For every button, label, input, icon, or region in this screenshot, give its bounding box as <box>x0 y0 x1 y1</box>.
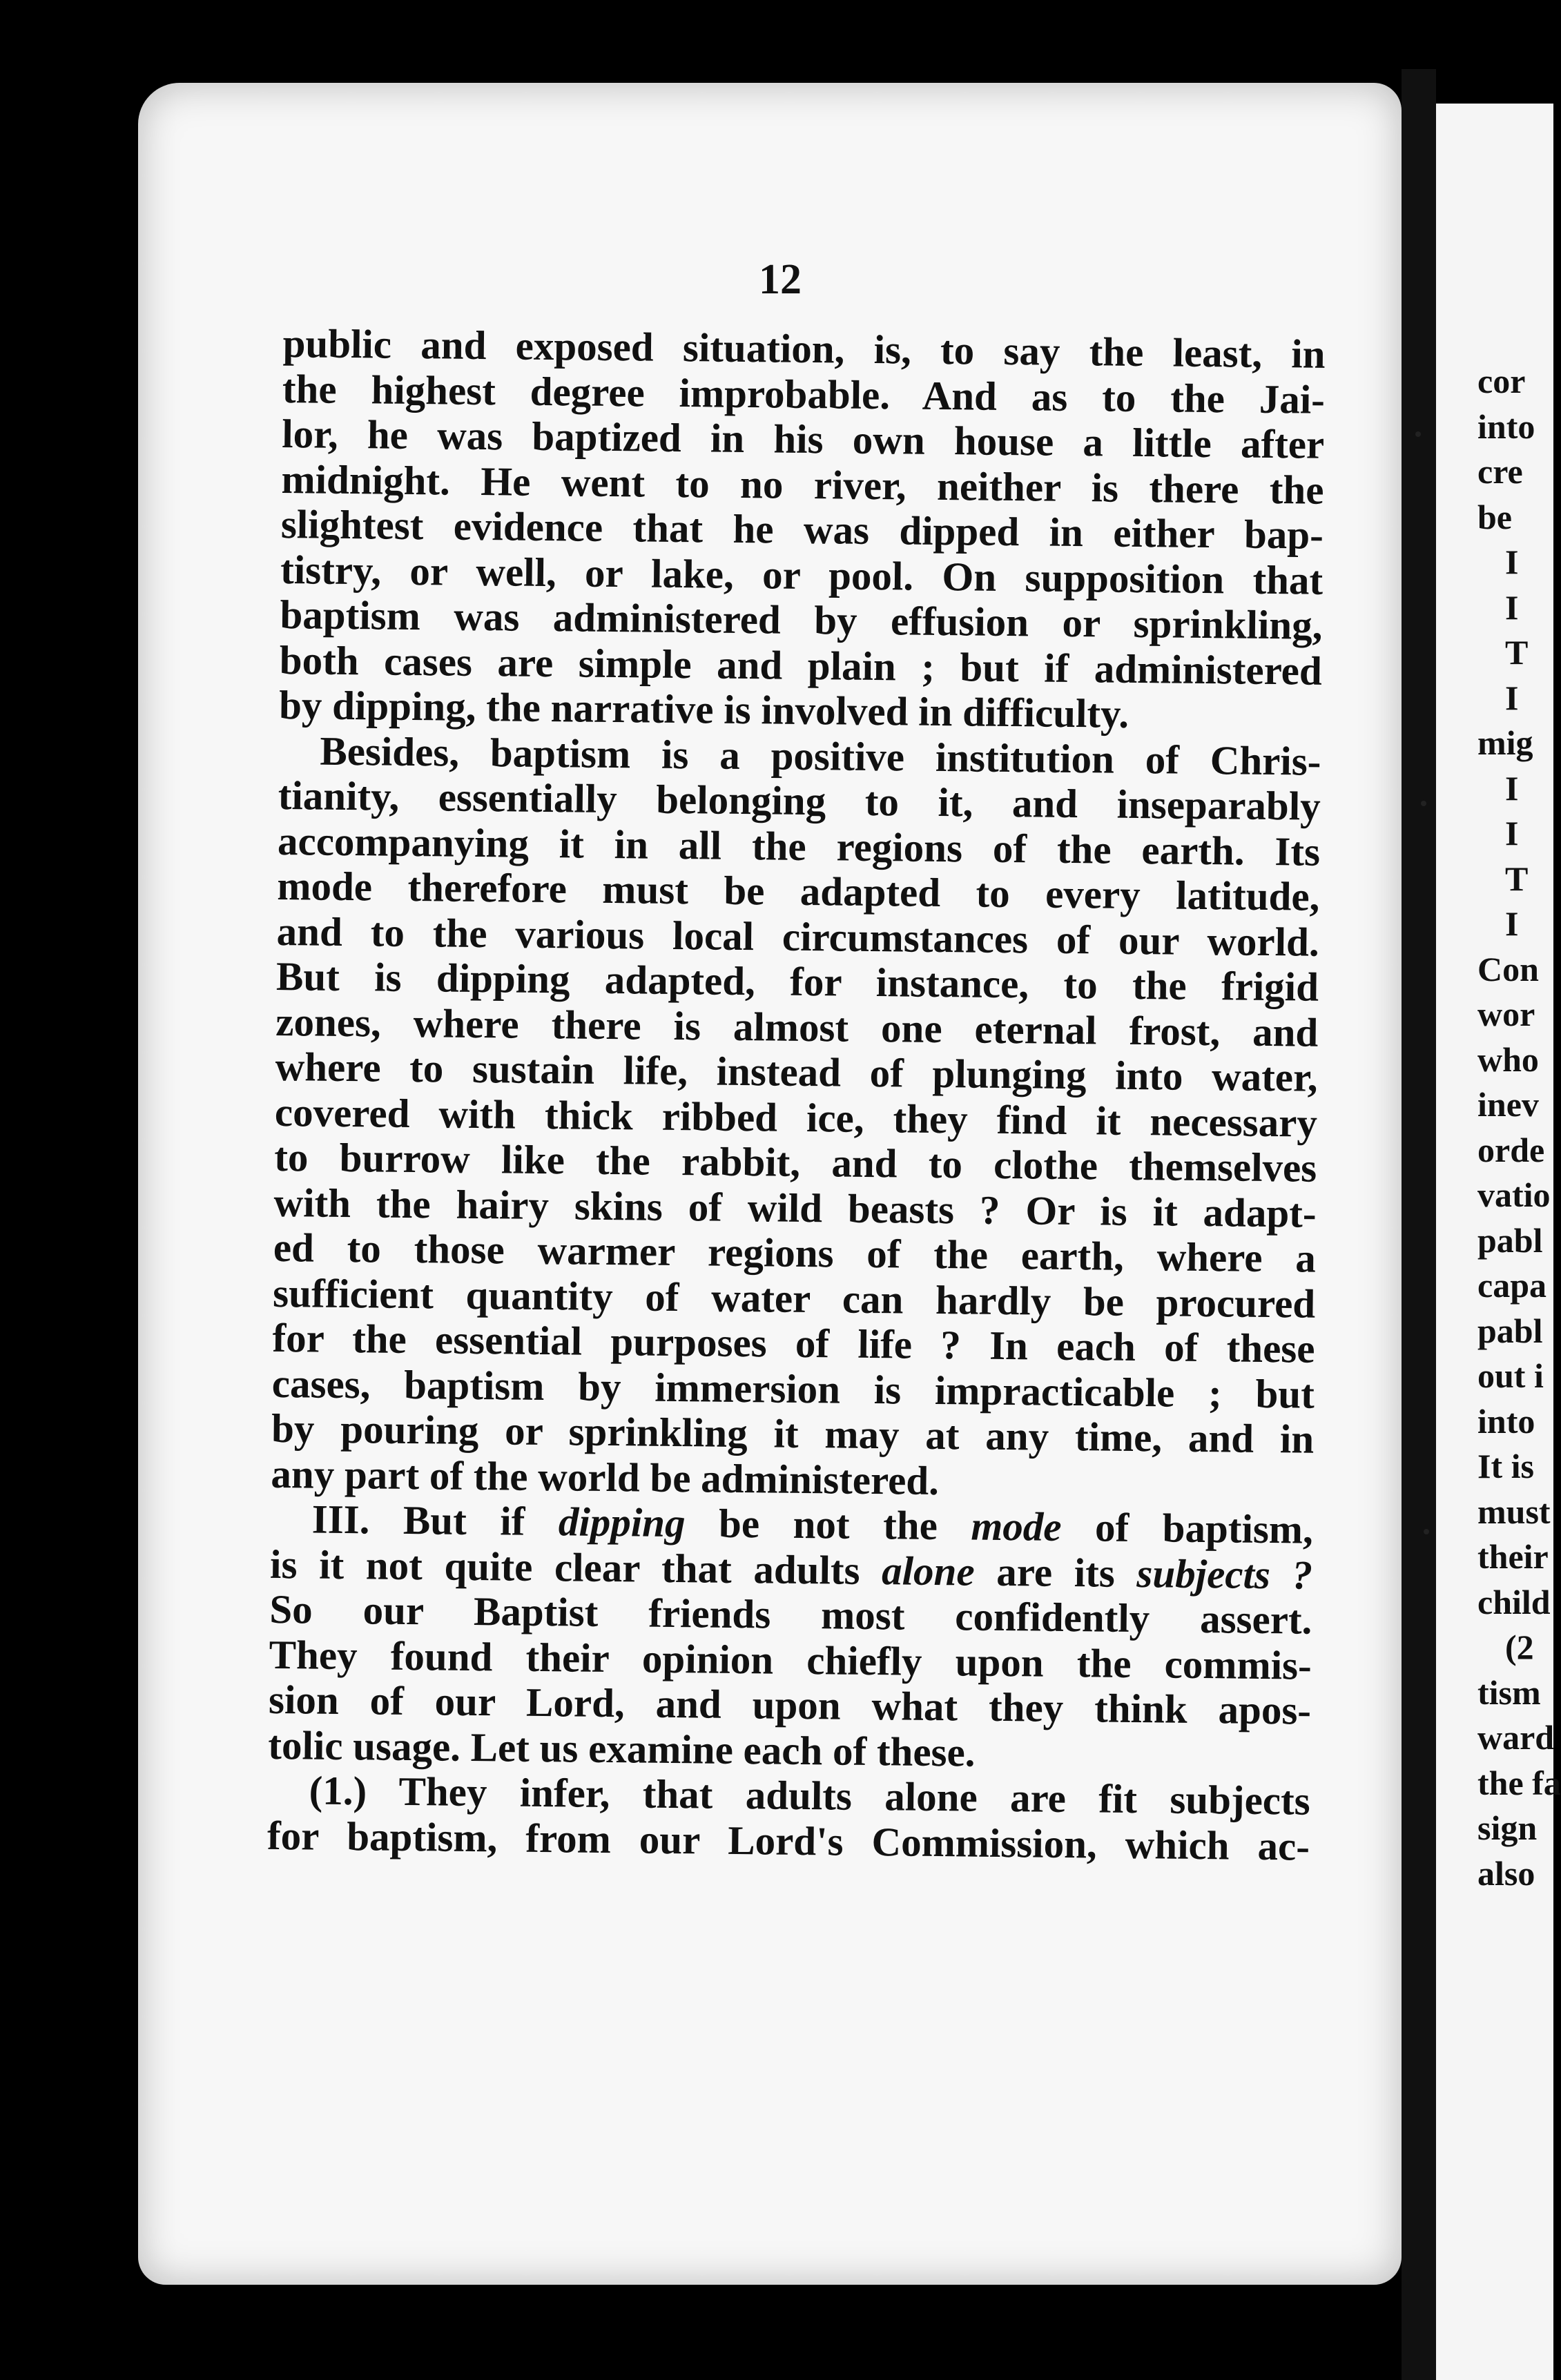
text-line: for baptism, from our Lord's Commission, which ac- <box>266 1812 1310 1869</box>
page-body-text <box>267 321 1326 1869</box>
fragment: cor <box>1477 362 1526 400</box>
text-line: midnight. He went to no river, neither is there the <box>281 456 1324 513</box>
text-line: Besides, baptism is a positive institution of Chris- <box>320 728 1321 784</box>
fragment: wor <box>1477 995 1535 1033</box>
fragment: I <box>1505 904 1519 943</box>
text-line: to burrow like the rabbit, and to clothe themselves <box>273 1133 1317 1191</box>
text-line: sufficient quantity of water can hardly be procured <box>272 1269 1316 1327</box>
fragment: be <box>1477 497 1512 536</box>
fragment: into <box>1477 1401 1535 1441</box>
text-line: So our Baptist friends most confidently assert. <box>269 1586 1312 1643</box>
italic-run: mode <box>971 1503 1062 1550</box>
text-line: mode therefore must be adapted to every latitude, <box>277 862 1320 919</box>
page-number: 12 <box>759 256 802 303</box>
book-gutter <box>1402 69 1436 2380</box>
text-line: sion of our Lord, and upon what they think apos- <box>268 1676 1312 1733</box>
text-run: are its <box>974 1548 1137 1596</box>
scan-speck <box>1415 431 1421 437</box>
text-line: (1.) They infer, that adults alone are fit subjects <box>309 1767 1310 1824</box>
text-line: by dipping, the narrative is involved in difficulty. <box>278 681 1129 737</box>
text-line: slightest evidence that he was dipped in either bap- <box>280 500 1324 558</box>
text-line: both cases are simple and plain ; but if administered <box>279 636 1323 694</box>
text-line: tolic usage. Let us examine each of these. <box>268 1721 976 1775</box>
fragment: capa <box>1477 1266 1547 1305</box>
scan-speck <box>1421 801 1426 806</box>
italic-run: alone <box>881 1547 975 1594</box>
fragment: It is <box>1477 1447 1534 1485</box>
text-run: of baptism, <box>1061 1503 1314 1552</box>
text-run: be not the <box>685 1500 971 1549</box>
fragment: tism <box>1477 1672 1541 1712</box>
fragment: vatio <box>1477 1176 1551 1214</box>
text-line: zones, where there is almost one eternal frost, and <box>275 998 1319 1055</box>
fragment: orde <box>1477 1130 1545 1169</box>
text-line: any part of the world be administered. <box>271 1450 940 1503</box>
text-line: cases, baptism by immersion is impracticable ; but <box>271 1360 1315 1417</box>
fragment: mig <box>1477 723 1533 762</box>
text-line: by pouring or sprinkling it may at any time, and in <box>271 1405 1315 1462</box>
italic-run: dipping <box>558 1499 686 1546</box>
fragment: T <box>1505 633 1529 672</box>
fragment: must <box>1477 1492 1551 1531</box>
text-run: is it not quite clear that adults <box>269 1541 882 1593</box>
text-line: for the essential purposes of life ? In each of these <box>272 1314 1315 1372</box>
italic-run: subjects ? <box>1136 1550 1313 1598</box>
text-line: where to sustain life, instead of plunging into water, <box>275 1043 1318 1100</box>
fragment: also <box>1477 1853 1535 1893</box>
text-line: public and exposed situation, is, to say the least, in <box>282 320 1326 377</box>
fragment: ward <box>1477 1718 1555 1757</box>
fragment: out i <box>1477 1356 1544 1395</box>
facing-page-fragments <box>1477 359 1561 1896</box>
fragment: (2 <box>1505 1628 1534 1666</box>
fragment: I <box>1505 678 1519 717</box>
fragment: Con <box>1477 949 1539 988</box>
text-line: lor, he was baptized in his own house a little after <box>281 410 1325 467</box>
text-line: baptism was administered by effusion or sprinkling, <box>280 591 1323 648</box>
fragment: pabl <box>1477 1220 1543 1260</box>
text-line: But is dipping adapted, for instance, to the frigid <box>275 953 1319 1010</box>
fragment: who <box>1477 1040 1539 1079</box>
fragment: T <box>1505 859 1529 898</box>
fragment: inev <box>1477 1085 1539 1124</box>
fragment: cre <box>1477 452 1523 491</box>
text-line: They found their opinion chiefly upon the commis- <box>269 1631 1312 1688</box>
text-line: the highest degree improbable. And as to the Jai- <box>282 365 1326 422</box>
fragment: pabl <box>1477 1311 1543 1350</box>
text-line: ed to those warmer regions of the earth, where a <box>273 1224 1317 1281</box>
text-line: accompanying it in all the regions of the earth. Its <box>277 817 1321 875</box>
text-line: covered with thick ribbed ice, they find it necessary <box>274 1089 1318 1146</box>
fragment: I <box>1505 768 1519 808</box>
text-line: with the hairy skins of wild beasts ? Or is it adapt- <box>273 1179 1317 1236</box>
fragment: I <box>1505 587 1519 627</box>
fragment: sign <box>1477 1808 1538 1847</box>
text-line: tianity, essentially belonging to it, and inseparably <box>278 772 1321 829</box>
text-line: tistry, or well, or lake, or pool. On supposition that <box>280 546 1324 603</box>
fragment: into <box>1477 407 1535 446</box>
scan-speck <box>1424 1529 1429 1534</box>
fragment: the fa <box>1477 1763 1561 1802</box>
fragment: child <box>1477 1582 1551 1621</box>
text-line: and to the various local circumstances of our world. <box>276 908 1320 965</box>
fragment: I <box>1505 814 1519 852</box>
fragment: their <box>1477 1537 1549 1576</box>
fragment: I <box>1505 543 1519 581</box>
text-run: III. But if <box>311 1496 559 1545</box>
